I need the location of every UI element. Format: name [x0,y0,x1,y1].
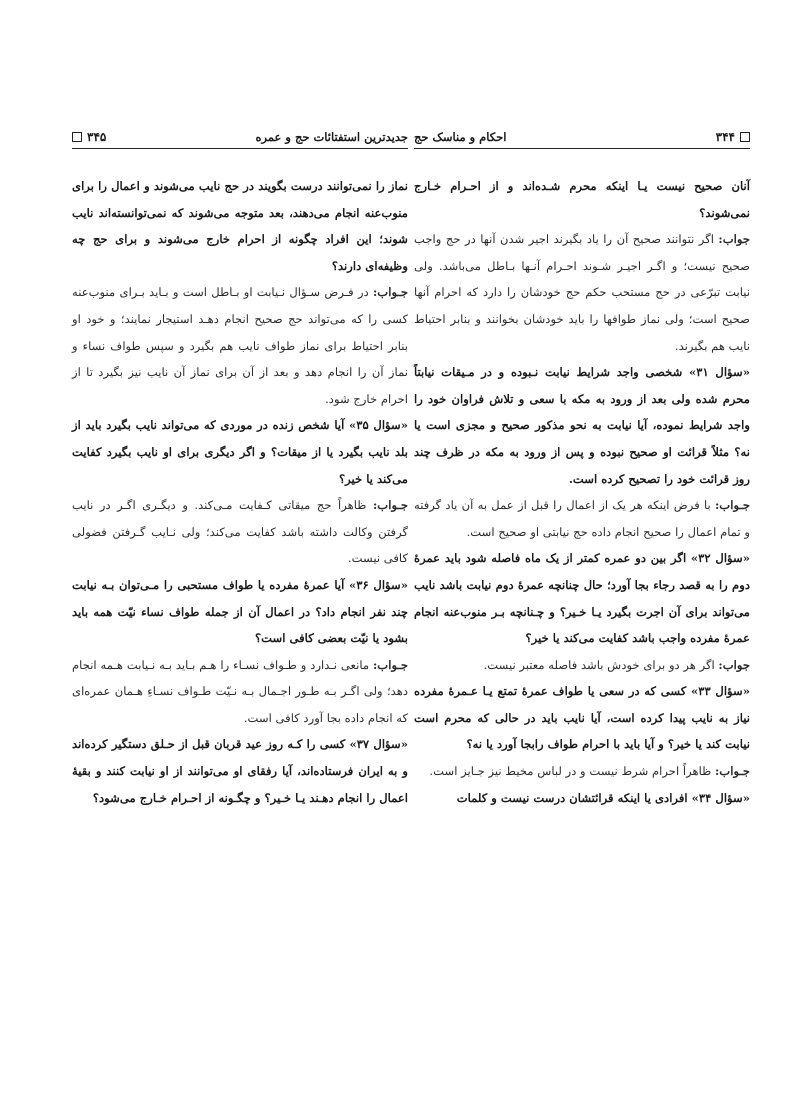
answer-label: جـواب: [715,498,750,513]
page-number: ۳۴۴ [715,130,735,144]
square-ornament-icon [72,132,82,142]
answer-text: در فـرض سـؤال نـیابت او بـاطل است و بـاید بـرای منوب‌عنه کسی را که می‌تواند حج صحیح انجام دهـد استیجار نمایند؛ و خود او بنابر احتیاط برای نماز طواف نایب هم بگیرد و سپس طواف نساء و نماز آن را انجام دهد و بعد از آن برای نماز آن نایب نیز بگیرد تا از احرام خارج شود. [72,285,408,406]
answer-text: اگر هر دو برای خودش باشد فاصله معتبر نیست. [483,657,719,672]
answer-label: جواب: [718,657,750,672]
question-paragraph: «سؤال ۳۷» کسی را کـه روز عید قربان قبل از حـلق دستگیر کرده‌اند و به ایران فرستاده‌اند، آیا رفقای او می‌توانند از او نیابت کنند و بقیهٔ اعمال را انجام دهـند یـا خـیر؟ و چگـونه از احـرام خـارج می‌شود؟ [72,737,408,805]
question-paragraph: «سؤال ۳۱» شخصی واجد شرایط نیابت نـبوده و در مـیقات نیابتاً محرم شده ولی بعد از ورود به مکه با سعی و تلاش فراوان خود را واجد شرایط نموده، آیا نیابت به نحو مذکور صحیح و مجزی است یا نه؟ مثلاً قرائت او صحیح نبوده و پس از ورود به مکه در ظرف چند روز قرائت خود را تصحیح کرده است. [414,365,750,486]
answer-label: جـواب: [373,285,408,300]
square-ornament-icon [740,132,750,142]
right-page [414,122,750,811]
answer-paragraph [414,226,750,359]
answer-text: ظاهراً احرام شرط نیست و در لباس مخیط نیز جـایز است. [429,764,716,779]
question-paragraph: آنان صحیح نیست یـا اینکه محرم شـده‌اند و از احـرام خـارج نمی‌شوند؟ [414,179,750,220]
question-paragraph: «سؤال ۳۴» افرادی یا اینکه قرائتشان درست نیست و کلمات [456,790,750,805]
answer-paragraph [414,652,750,679]
answer-label: جواب: [718,232,750,247]
page-header [72,122,408,149]
answer-paragraph [414,758,750,785]
question-paragraph: «سؤال ۳۵» آیا شخص زنده در موردی که می‌تواند نایب بگیرد باید از بلد نایب بگیرد یا از میقات؟ و اگر دیگری برای او نایب بگیرد کفایت می‌کند یا خیر؟ [72,418,408,486]
page-header [414,122,750,149]
answer-text: اگر نتوانند صحیح آن را یاد بگیرند اجیر شدن آنها در حج واجب صحیح نیست؛ و اگـر اجیـر شـوند احـرام آنـها بـاطل می‌باشد. ولی نیابت تبرّعی در حج مستحب حکم حج خودشان را دارد که احرام آنها صحیح است؛ ولی نماز طوافها را باید خودشان بخوانند و بنابر احتیاط نایب هم بگیرند. [414,232,750,353]
answer-text: با فرض اینکه هر یک از اعمال را قبل از عمل به آن یاد گرفته و تمام اعمال را صحیح انجام داده حج نیابتی او صحیح است. [414,498,750,539]
answer-paragraph [72,279,408,412]
question-paragraph: «سؤال ۳۲» اگر بین دو عمره کمتر از یک ماه فاصله شود باید عمرهٔ دوم را به قصد رجاء بجا آورد؛ حال چنانچه عمرهٔ دوم نیابت باشد نایب می‌تواند برای آن اجرت بگیرد یـا خـیر؟ و چـنانچه بـر منوب‌عنه انجام عمرهٔ مفرده واجب باشد کفایت می‌کند یا خیر؟ [414,551,750,646]
running-title: احکام و مناسک حج [414,130,507,144]
question-paragraph: «سؤال ۳۳» کسی که در سعی یا طواف عمرهٔ تمتع یـا عـمرهٔ مفرده نیاز به نایب پیدا کرده است، آیا نایب باید در حالی که محرم است نیابت کند یا خیر؟ و آیا باید با احرام طواف رابجا آورد یا نه؟ [414,684,750,752]
question-paragraph: نماز را نمی‌توانند درست بگویند در حج نایب می‌شوند و اعمال را برای منوب‌عنه انجام می‌دهند، بعد متوجه می‌شوند که نمی‌توانسته‌اند نایب شوند؛ این افراد چگونه از احرام خارج می‌شوند و برای حج چه وظیفه‌ای دارند؟ [72,179,408,273]
page-number-group [72,130,106,144]
page-number: ۳۴۵ [87,130,107,144]
page-body [72,173,408,811]
running-title: جدیدترین استفتائات حج و عمره [255,130,408,144]
page-body [414,173,750,811]
answer-label: جـواب: [373,498,408,513]
page-number-group [716,130,750,144]
answer-paragraph [414,492,750,545]
answer-text: مانعی نـدارد و طـواف نسـاء را هـم بـاید بـه نـیابت هـمه انجام دهد؛ ولی اگـر بـه طـور اجـمال بـه نـیّت طـواف نسـاءِ هـمان عمره‌ای که انجام داده بجا آورد کافی است. [72,657,408,725]
question-paragraph: «سؤال ۳۶» آیا عمرهٔ مفرده یا طواف مستحبی را مـی‌توان بـه نیابت چند نفر انجام داد؟ در اعمال آن از جمله طواف نساء نیّت همه باید بشود یا نیّت بعضی کافی است؟ [72,577,408,646]
answer-text: ظاهراً حج میقاتی کـفایت مـی‌کند. و دیگـری اگـر در نایب گرفتن وکالت داشته باشد کفایت می‌کند؛ ولی نـایب گـرفتن فضولی کافی نیست. [72,498,408,566]
answer-label: جـواب: [715,764,750,779]
answer-paragraph [72,492,408,572]
left-page [72,122,408,811]
answer-label: جـواب: [373,657,408,672]
answer-paragraph [72,652,408,732]
